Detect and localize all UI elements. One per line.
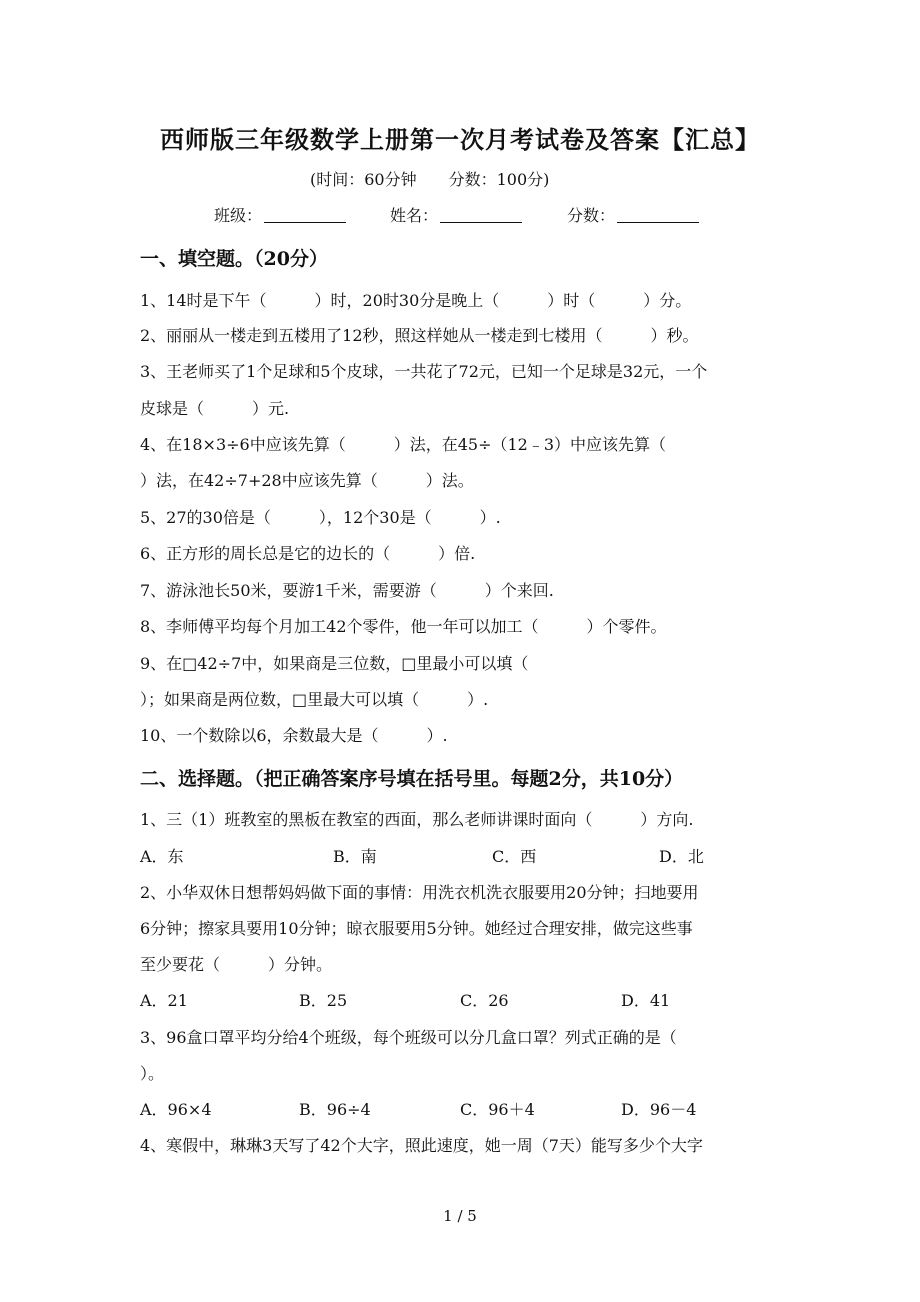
fill-q3-line2: 皮球是（ ）元. xyxy=(140,399,290,418)
name-label: 姓名： xyxy=(390,206,439,225)
choice-q1-option-a: A．东 xyxy=(140,847,184,866)
fill-q2: 2、丽丽从一楼走到五楼用了12秒，照这样她从一楼走到七楼用（ ）秒。 xyxy=(140,326,699,345)
fill-q6: 6、正方形的周长总是它的边长的（ ）倍. xyxy=(140,544,476,563)
name-field xyxy=(390,203,522,226)
choice-q2-line2: 6分钟；擦家具要用10分钟；晾衣服要用5分钟。她经过合理安排，做完这些事 xyxy=(140,919,693,938)
choice-q2-line1: 2、小华双休日想帮妈妈做下面的事情：用洗衣机洗衣服要用20分钟；扫地要用 xyxy=(140,883,699,902)
fill-q3-line1: 3、王老师买了1个足球和5个皮球，一共花了72元，已知一个足球是32元，一个 xyxy=(140,362,708,381)
choice-q1-option-b: B．南 xyxy=(333,847,377,866)
choice-q3-option-b: B．96÷4 xyxy=(299,1100,371,1119)
fill-q5: 5、27的30倍是（ ），12个30是（ ）. xyxy=(140,508,501,527)
score-blank[interactable] xyxy=(617,207,699,223)
choice-q2-option-d: D．41 xyxy=(621,991,671,1010)
choice-q3-line2: ）。 xyxy=(140,1064,165,1083)
class-blank[interactable] xyxy=(264,207,346,223)
choice-q3-option-d: D．96－4 xyxy=(621,1100,697,1119)
choice-q1: 1、三（1）班教室的黑板在教室的西面，那么老师讲课时面向（ ）方向. xyxy=(140,810,694,829)
fill-q8: 8、李师傅平均每个月加工42个零件，他一年可以加工（ ）个零件。 xyxy=(140,617,667,636)
choice-q2-option-b: B．25 xyxy=(299,991,348,1010)
exam-title: 西师版三年级数学上册第一次月考试卷及答案【汇总】 xyxy=(160,125,760,154)
choice-q2-line3: 至少要花（ ）分钟。 xyxy=(140,955,333,974)
choice-q1-option-d: D．北 xyxy=(659,847,704,866)
class-label: 班级： xyxy=(214,206,263,225)
fill-q4-line2: ）法，在42÷7+28中应该先算（ ）法。 xyxy=(140,471,474,490)
choice-q1-option-c: C．西 xyxy=(492,847,537,866)
choice-q3-option-c: C．96＋4 xyxy=(460,1100,535,1119)
page-number: 1 / 5 xyxy=(443,1207,477,1225)
fill-q9-line1: 9、在□42÷7中，如果商是三位数，□里最小可以填（ xyxy=(140,654,529,673)
section-fill-in-heading: 一、填空题。（20分） xyxy=(140,248,328,270)
class-field xyxy=(214,203,346,226)
score-label: 分数： xyxy=(567,206,616,225)
fill-q9-line2: ）；如果商是两位数，□里最大可以填（ ）. xyxy=(140,690,489,709)
name-blank[interactable] xyxy=(440,207,522,223)
choice-q2-option-a: A．21 xyxy=(140,991,188,1010)
choice-q3-line1: 3、96盒口罩平均分给4个班级，每个班级可以分几盒口罩？列式正确的是（ xyxy=(140,1028,677,1047)
choice-q2-option-c: C．26 xyxy=(460,991,509,1010)
fill-q7: 7、游泳池长50米，要游1千米，需要游（ ）个来回. xyxy=(140,581,554,600)
score-field xyxy=(567,203,699,226)
exam-time-score: (时间：60分钟 分数：100分) xyxy=(310,170,550,189)
choice-q3-option-a: A．96×4 xyxy=(140,1100,212,1119)
fill-q10: 10、一个数除以6，余数最大是（ ）. xyxy=(140,726,448,745)
section-choice-heading: 二、选择题。（把正确答案序号填在括号里。每题2分，共10分） xyxy=(140,768,684,790)
fill-q1: 1、14时是下午（ ）时，20时30分是晚上（ ）时（ ）分。 xyxy=(140,291,692,310)
choice-q4-line1: 4、寒假中，琳琳3天写了42个大字，照此速度，她一周（7天）能写多少个大字 xyxy=(140,1136,703,1155)
fill-q4-line1: 4、在18×3÷6中应该先算（ ）法，在45÷（12﹣3）中应该先算（ xyxy=(140,435,667,454)
